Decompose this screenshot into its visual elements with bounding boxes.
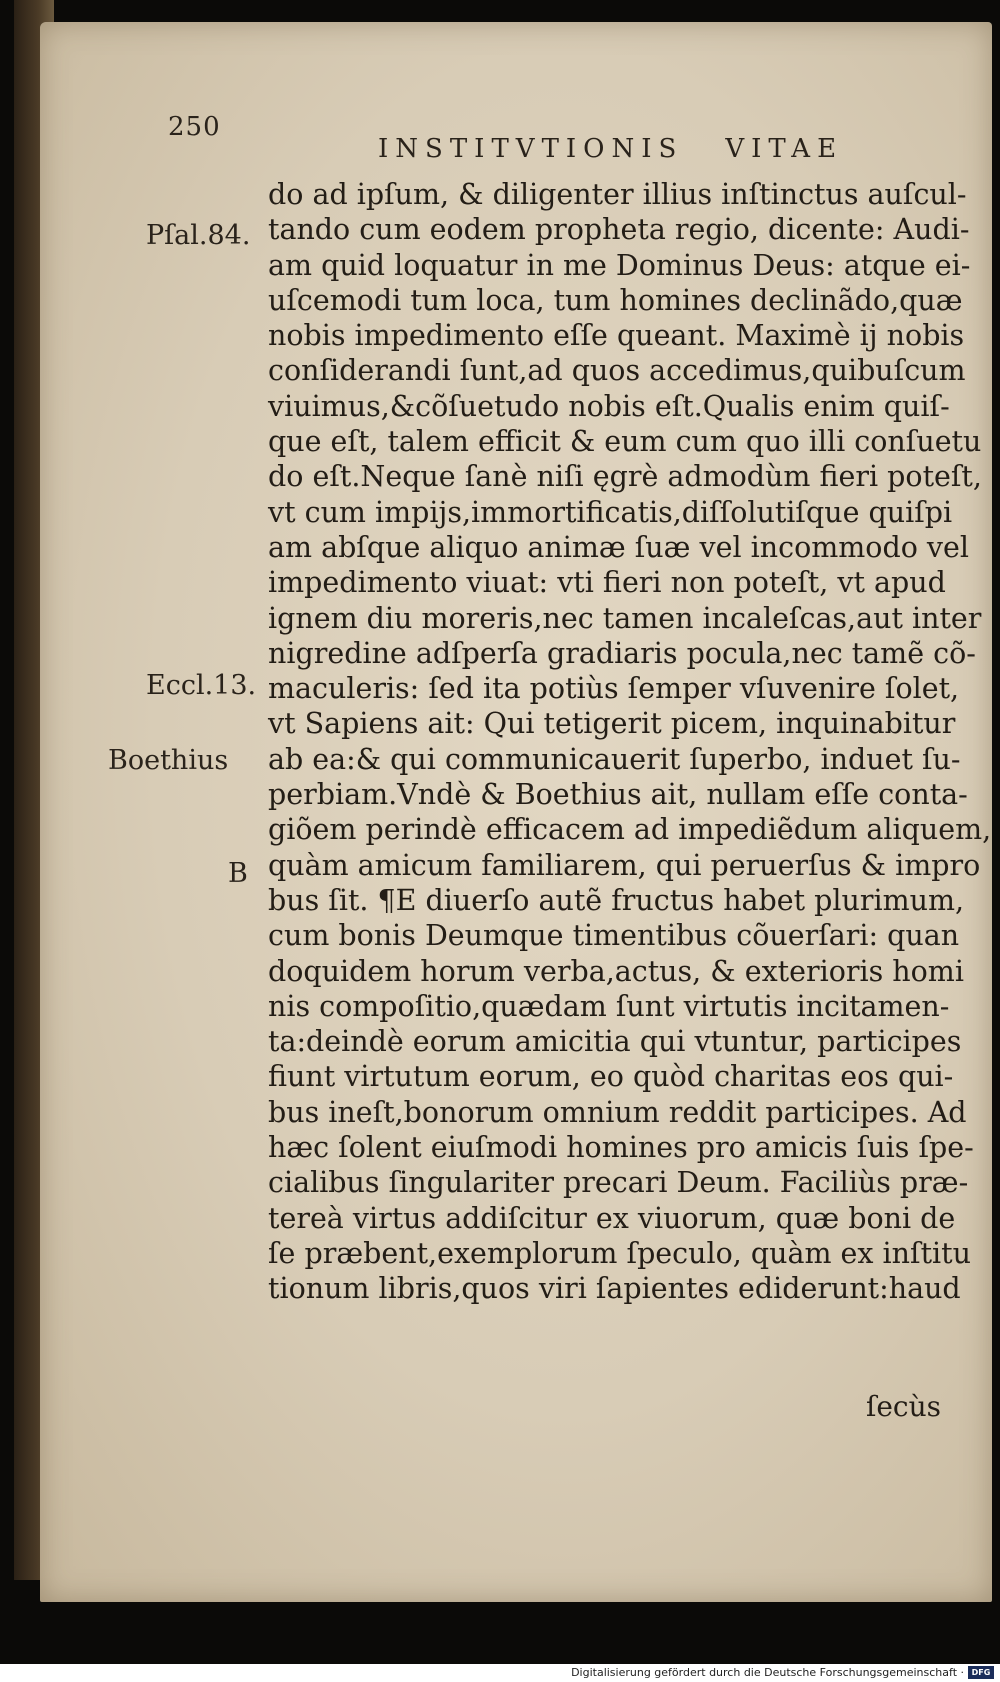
text-line: vt cum impijs,immortificatis,diſſolutiſque quiſpi	[268, 495, 953, 529]
text-line: fiunt virtutum eorum, eo quòd charitas eos qui-	[268, 1060, 954, 1094]
text-line: ab ea:& qui communicauerit ſuperbo, induet ſu-	[268, 742, 961, 776]
text-line: tereà virtus addiſcitur ex viuorum, quæ boni de	[268, 1201, 956, 1235]
running-head-right: VITAE	[725, 134, 844, 164]
text-line: bus ſit. ¶E diuerſo autẽ fructus habet plurimum,	[268, 883, 965, 917]
body-text	[268, 177, 992, 1307]
text-line: ſe præbent,exemplorum ſpeculo, quàm ex inſtitu	[268, 1236, 971, 1270]
text-line: nis compoſitio,quædam ſunt virtutis incitamen-	[268, 989, 950, 1023]
text-line: doquidem horum verba,actus, & exterioris homi	[268, 954, 964, 988]
text-line: tionum libris,quos viri ſapientes ediderunt:haud	[268, 1272, 961, 1306]
text-line: quàm amicum familiarem, qui peruerſus & impro	[268, 848, 981, 882]
text-line: do ad ipſum, & diligenter illius inſtinctus auſcul-	[268, 178, 967, 211]
text-line: giõem perindè efficacem ad impediẽdum aliquem,	[268, 813, 992, 847]
text-line: ignem diu moreris,nec tamen incaleſcas,aut inter	[268, 601, 982, 635]
running-head	[378, 134, 843, 164]
margin-note-eccl: Eccl.13.	[146, 670, 257, 701]
text-line: perbiam.Vndè & Boethius ait, nullam eſſe conta-	[268, 778, 968, 812]
text-line: impedimento viuat: vti fieri non poteſt, vt apud	[268, 566, 946, 600]
dfg-logo: DFG	[968, 1666, 994, 1679]
running-head-left: INSTITVTIONIS	[378, 134, 684, 164]
text-line: am quid loquatur in me Dominus Deus: atque ei-	[268, 248, 971, 282]
text-line: maculeris: ſed ita potiùs ſemper vſuvenire ſolet,	[268, 672, 960, 706]
text-line: nigredine adſperſa gradiaris pocula,nec tamẽ cõ-	[268, 636, 976, 670]
text-line: cialibus ſingulariter precari Deum. Faciliùs præ-	[268, 1166, 969, 1200]
text-line: ta:deindè eorum amicitia qui vtuntur, participes	[268, 1025, 962, 1059]
text-line: am abſque aliquo animæ ſuæ vel incommodo vel	[268, 530, 969, 564]
catchword: ſecùs	[866, 1390, 942, 1423]
text-line: vt Sapiens ait: Qui tetigerit picem, inquinabitur	[268, 707, 956, 741]
page-number: 250	[168, 112, 221, 142]
text-line: hæc ſolent eiuſmodi homines pro amicis ſuis ſpe-	[268, 1131, 974, 1165]
text-line: que eſt, talem efficit & eum cum quo illi conſuetu	[268, 425, 982, 459]
text-line: cum bonis Deumque timentibus cõuerſari: quan	[268, 919, 960, 953]
text-line: viuimus,&cõſuetudo nobis eſt.Qualis enim quiſ-	[268, 389, 950, 423]
margin-note-b: B	[228, 858, 248, 889]
text-line: do eſt.Neque ſanè niſi ęgrè admodùm fieri poteſt,	[268, 460, 982, 494]
margin-note-psal: Pſal.84.	[146, 220, 251, 251]
margin-note-boethius: Boethius	[108, 745, 229, 776]
text-line: uſcemodi tum loca, tum homines declinãdo,quæ	[268, 283, 963, 317]
text-line: nobis impedimento eſſe queant. Maximè ij nobis	[268, 319, 965, 353]
text-line: conſiderandi ſunt,ad quos accedimus,quibuſcum	[268, 354, 966, 388]
footer-credit: Digitalisierung gefördert durch die Deutsche Forschungsgemeinschaft ·	[571, 1666, 964, 1679]
text-line: tando cum eodem propheta regio, dicente: Audi-	[268, 213, 970, 247]
text-line: bus ineſt,bonorum omnium reddit participes. Ad	[268, 1095, 967, 1129]
